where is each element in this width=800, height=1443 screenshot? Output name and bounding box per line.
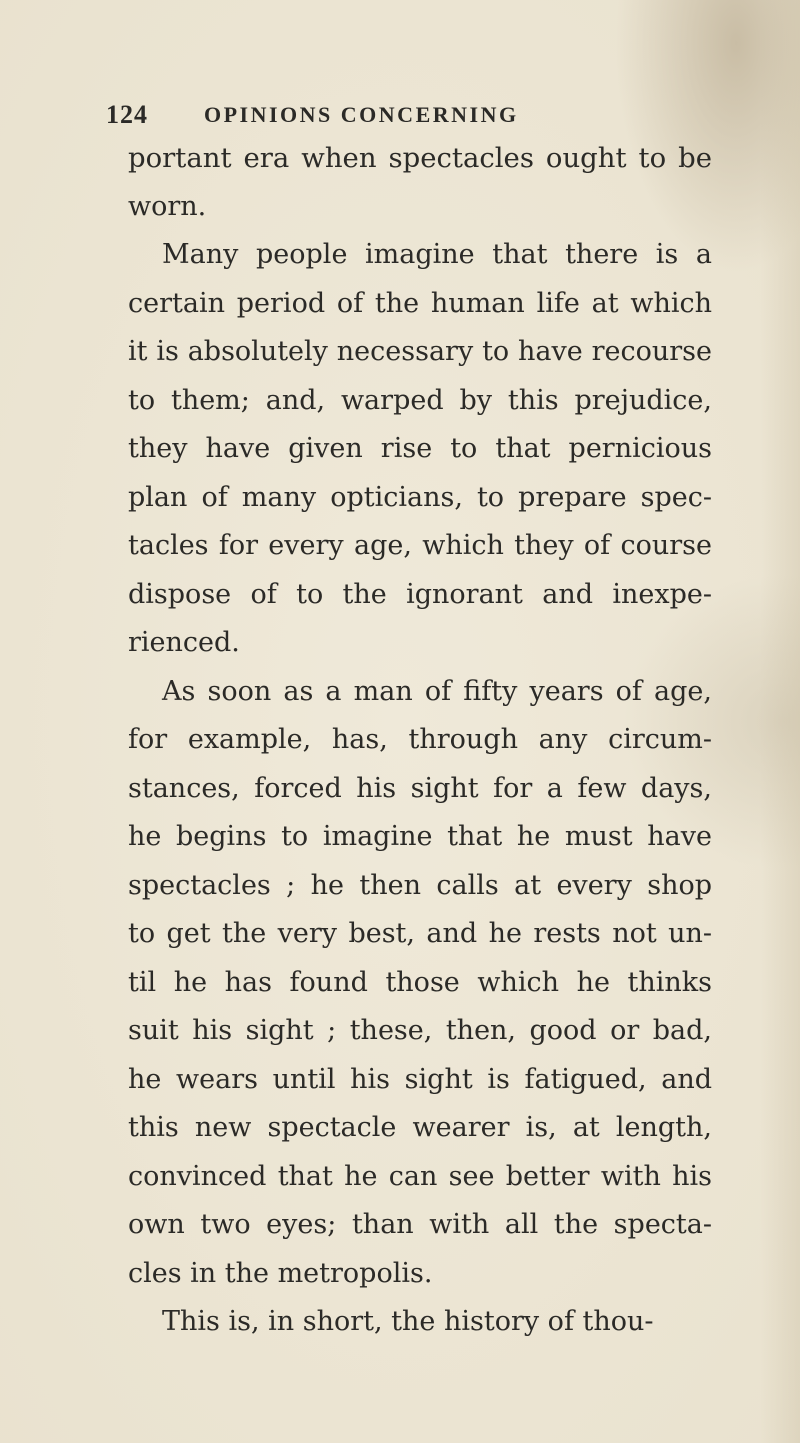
page-number: 124 [106, 100, 148, 129]
paragraph-start-line: As soon as a man of fifty years of age, [162, 675, 712, 707]
text-line: they have given rise to that pernicious [128, 433, 712, 464]
body-text [128, 134, 712, 1347]
running-head-title: OPINIONS CONCERNING [204, 102, 519, 127]
text-line: worn. [128, 190, 207, 222]
text-line: plan of many opticians, to prepare spec- [128, 481, 712, 513]
text-line: rienced. [128, 627, 240, 658]
text-line: for example, has, through any circum- [128, 724, 712, 755]
text-line: portant era when spectacles ought to be [128, 142, 712, 174]
text-line: to get the very best, and he rests not un- [128, 918, 712, 949]
text-line: own two eyes; than with all the specta- [128, 1209, 712, 1240]
page-edge-stain [760, 0, 800, 1443]
text-line: til he has found those which he thinks [128, 966, 712, 998]
text-line: it is absolutely necessary to have recourse [128, 336, 712, 367]
text-line: he wears until his sight is fatigued, and [128, 1063, 712, 1095]
text-line: dispose of to the ignorant and inexpe- [128, 578, 712, 610]
text-line: he begins to imagine that he must have [128, 821, 712, 852]
text-line: tacles for every age, which they of course [128, 530, 712, 561]
text-line: certain period of the human life at which [128, 287, 712, 319]
text-line: stances, forced his sight for a few days, [128, 772, 712, 804]
text-line: convinced that he can see better with his [128, 1160, 712, 1192]
running-head [106, 100, 706, 134]
text-line: cles in the metropolis. [128, 1257, 433, 1289]
text-line: spectacles ; he then calls at every shop [128, 869, 712, 901]
text-line: this new spectacle wearer is, at length, [128, 1112, 712, 1143]
text-line: suit his sight ; these, then, good or bad, [128, 1015, 712, 1046]
paragraph-start-line: Many people imagine that there is a [162, 239, 712, 270]
paragraph-start-line: This is, in short, the history of thou- [162, 1306, 654, 1337]
text-line: to them; and, warped by this prejudice, [128, 384, 712, 416]
